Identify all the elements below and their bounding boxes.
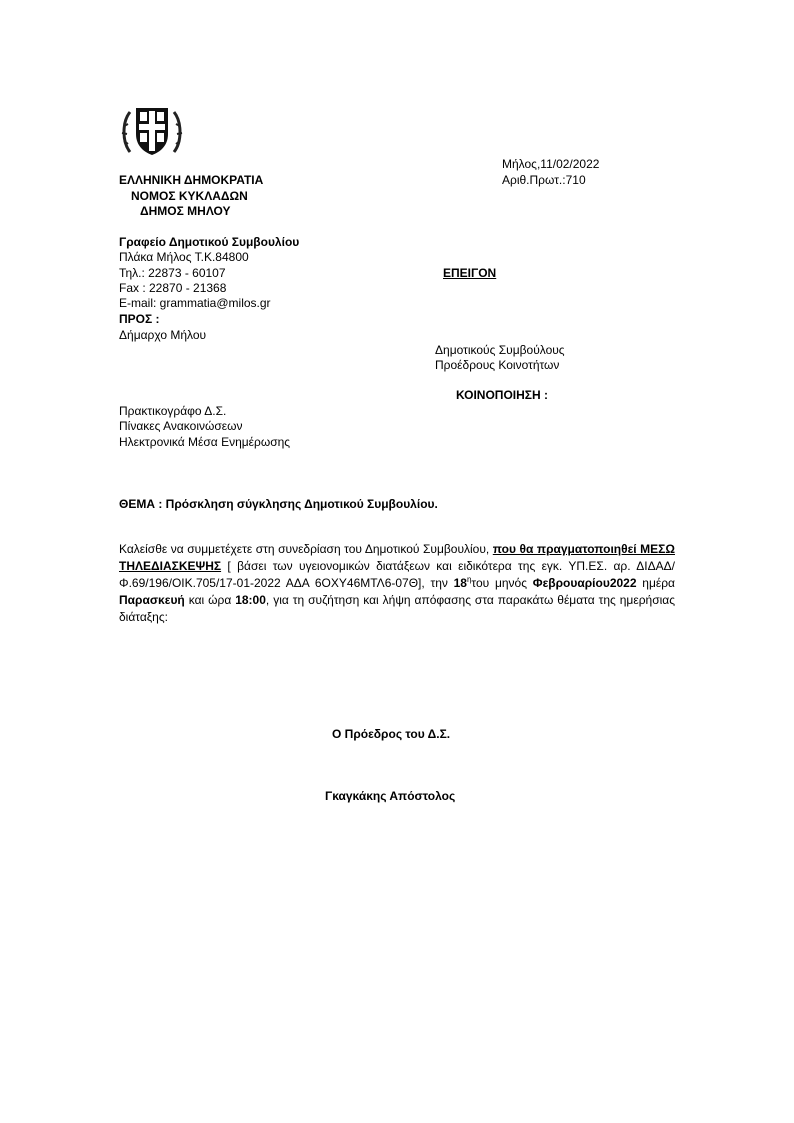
notification-item: Ηλεκτρονικά Μέσα Ενημέρωσης (119, 435, 291, 449)
meeting-day: 18 (453, 576, 467, 590)
body-text: Καλείσθε να συμμετέχετε στη συνεδρίαση του Δημοτικού Συμβουλίου, (119, 542, 493, 556)
notification-item: Πρακτικογράφο Δ.Σ. (119, 404, 227, 418)
day-ordinal: η (466, 575, 472, 584)
greek-coat-of-arms-icon (120, 100, 184, 160)
urgent-label: ΕΠΕΙΓΟΝ (443, 266, 497, 280)
office-email: E-mail: grammatia@milos.gr (119, 296, 271, 310)
body-text: [ βάσει των υγειονομικών διατάξεων και ειδικότερα της εγκ. ΥΠ.ΕΣ. αρ. ΔΙΔΑΔ/Φ.69/196/ΟΙΚ.705/17-01-2022 ΑΔΑ 6ΟΧΥ46ΜΤΛ6-07Θ], την (119, 559, 675, 590)
prefecture-heading: ΝΟΜΟΣ ΚΥΚΛΑΔΩΝ (131, 189, 248, 203)
subject-line: ΘΕΜΑ : Πρόσκληση σύγκλησης Δημοτικού Συμβουλίου. (119, 497, 438, 511)
meeting-month: Φεβρουαρίου2022 (532, 576, 637, 590)
republic-heading: ΕΛΛΗΝΙΚΗ ΔΗΜΟΚΡΑΤΙΑ (119, 173, 264, 187)
recipient-councillors: Δημοτικούς Συμβούλους (435, 343, 565, 357)
document-date: Μήλος,11/02/2022 (502, 157, 600, 171)
signature-name: Γκαγκάκης Απόστολος (325, 789, 456, 803)
notification-item: Πίνακες Ανακοινώσεων (119, 419, 243, 433)
recipient-mayor: Δήμαρχο Μήλου (119, 328, 207, 342)
teleconference-notice: που θα πραγματοποιηθεί ΜΕΣΩ ΤΗΛΕΔΙΑΣΚΕΨΗΣ (119, 542, 675, 573)
body-text: , για τη συζήτηση και λήψη απόφασης στα παρακάτω θέματα της ημερήσιας διάταξης: (119, 593, 675, 624)
meeting-time: 18:00 (235, 593, 266, 607)
body-text: του μηνός (471, 576, 533, 590)
invitation-paragraph (119, 541, 675, 626)
recipient-community-presidents: Προέδρους Κοινοτήτων (435, 358, 560, 372)
office-name: Γραφείο Δημοτικού Συμβουλίου (119, 235, 300, 249)
municipality-heading: ΔΗΜΟΣ ΜΗΛΟΥ (140, 204, 231, 218)
body-text: ημέρα (636, 576, 675, 590)
protocol-number: Αριθ.Πρωτ.:710 (502, 173, 586, 187)
office-address: Πλάκα Μήλος Τ.Κ.84800 (119, 250, 249, 264)
body-text: και ώρα (184, 593, 236, 607)
office-phone: Τηλ.: 22873 - 60107 (119, 266, 226, 280)
office-fax: Fax : 22870 - 21368 (119, 281, 227, 295)
to-label: ΠΡΟΣ : (119, 312, 160, 326)
signature-title: Ο Πρόεδρος του Δ.Σ. (332, 727, 451, 741)
meeting-weekday: Παρασκευή (119, 593, 185, 607)
notification-label: ΚΟΙΝΟΠΟΙΗΣΗ : (456, 388, 548, 402)
